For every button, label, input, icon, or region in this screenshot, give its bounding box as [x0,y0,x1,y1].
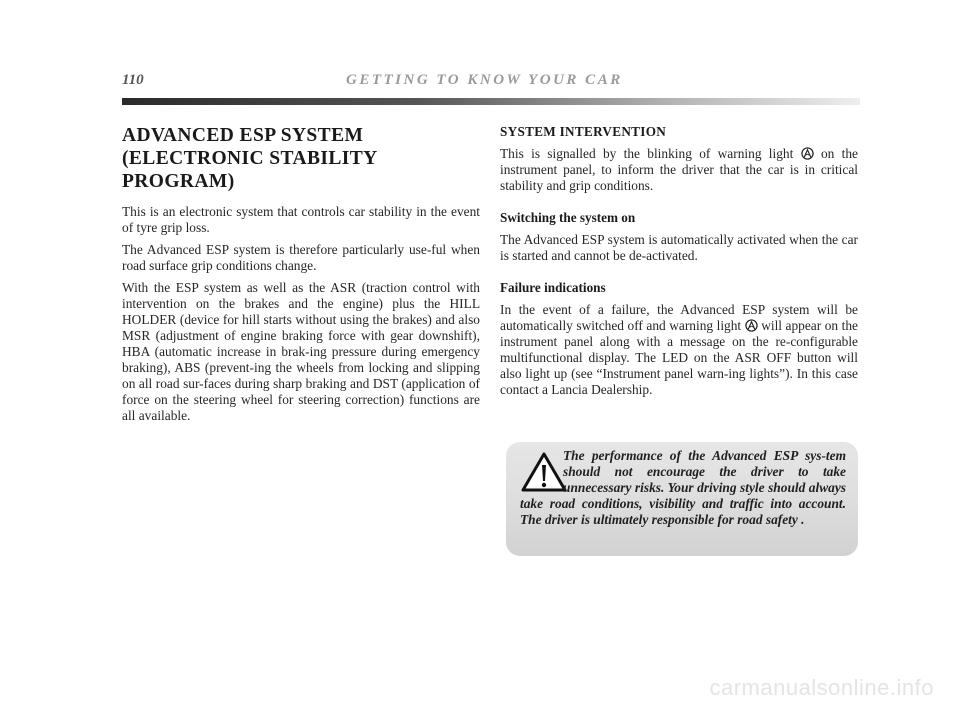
intro-paragraph: This is an electronic system that controls car stability in the event of tyre grip loss. [122,204,480,235]
intervention-text-before: This is signalled by the blinking of warning light [500,146,794,161]
intervention-text-after: on the instrument panel, to inform the driver that the car is in critical stability and grip conditions. [500,146,858,193]
failure-text-before: In the event of a failure, the Advanced ESP system will be automatically switched off and warning light [500,302,858,333]
page-header [122,72,860,106]
left-column [122,124,480,430]
failure-indications-heading: Failure indications [500,280,606,295]
page-number: 110 [122,72,144,88]
usefulness-paragraph: The Advanced ESP system is therefore particularly use-ful when road surface grip conditions change. [122,242,480,273]
section-title-line-1: ADVANCED ESP SYSTEM [122,125,364,146]
failure-text-after: will appear on the instrument panel along with a message on the re-configurable multifunctional display. The LED on the ASR OFF button will also light up (see “Instrument panel warn-ing lights”). In this case contact a Lancia Dealership. [500,318,858,397]
system-intervention-heading: SYSTEM INTERVENTION [500,124,667,139]
watermark: carmanualsonline.info [709,675,934,700]
warning-message: The performance of the Advanced ESP sys-tem should not encourage the driver to take unnecessary risks. Your driving style should always take road conditions, visibility and traffic into account. The driver is ultimately responsible for road safety . [520,448,846,527]
section-title-line-2: (ELECTRONIC STABILITY [122,148,378,169]
warning-text [520,448,846,528]
header-rule [122,98,860,105]
section-title-line-3: PROGRAM) [122,171,235,192]
esp-warning-light-icon [801,147,814,160]
right-column [500,124,858,404]
switching-on-paragraph: The Advanced ESP system is automatically activated when the car is started and cannot be de-activated. [500,232,858,263]
failure-indications-paragraph [500,302,858,398]
esp-warning-light-icon [745,319,758,332]
running-title: GETTING TO KNOW YOUR CAR [346,72,623,88]
warning-box [506,442,858,556]
functions-paragraph: With the ESP system as well as the ASR (traction control with intervention on the brakes and the engine) plus the HILL HOLDER (device for hill starts without using the brakes) and also MSR (adjustment of engine braking force with gear downshift), HBA (automatic increase in brak-ing pressure during emergency braking), ABS (prevent-ing the wheels from locking and slipping on all road sur-faces during sharp braking and DST (application of force on the steering wheel for steering correction) functions are all available. [122,280,480,423]
section-title [122,124,480,193]
system-intervention-paragraph [500,146,858,194]
switching-on-heading: Switching the system on [500,210,636,225]
